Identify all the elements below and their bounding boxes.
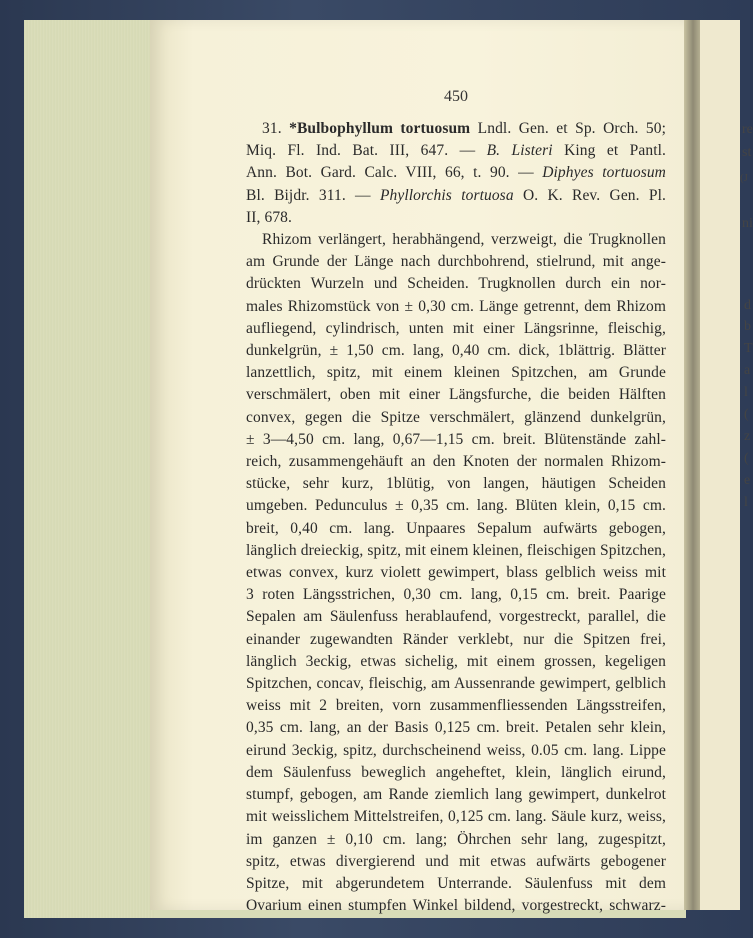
facing-page-fragment: d — [744, 298, 751, 313]
body-line: Spitze, mit abgerundetem Unterrande. Säulenfuss mit dem — [246, 874, 666, 892]
body-line: males Rhizomstück von ± 0,30 cm. Länge getrennt, dem Rhizom — [246, 297, 666, 315]
body-line: länglich 3eckig, etwas sichelig, mit einem grossen, kegeligen — [246, 652, 666, 670]
body-line: Ovarium einen stumpfen Winkel bildend, vorgestreckt, schwarz- — [246, 897, 666, 915]
facing-page-fragment: a — [744, 363, 751, 378]
citation-line — [246, 207, 666, 229]
page-number: 450 — [444, 88, 468, 105]
body-line: länglich dreieckig, spitz, mit einem kleinen, fleischigen Spitzchen, — [246, 541, 666, 559]
body-line: etwas convex, kurz violett gewimpert, blass gelblich weiss mit — [246, 564, 666, 582]
body-line: stücke, sehr kurz, 1blütig, von langen, häutigen Scheiden — [246, 475, 666, 493]
body-line: convex, gegen die Spitze verschmälert, glänzend dunkelgrün, — [246, 408, 666, 426]
citation-text: Miq. Fl. Ind. Bat. III, 647. — — [246, 142, 487, 160]
citation-text: Lndl. Gen. et Sp. Orch. 50; — [477, 120, 667, 137]
entry-number: 31. — [262, 120, 282, 137]
body-line: aufliegend, cylindrisch, unten mit einer Längsrinne, fleischig, — [246, 319, 666, 337]
body-line: 0,35 cm. lang, an der Basis 0,125 cm. breit. Petalen sehr klein, — [246, 719, 666, 737]
entry-heading-line — [246, 118, 666, 140]
entry-text — [246, 118, 666, 917]
page-edges — [24, 20, 154, 918]
body-line: dem Säulenfuss beweglich angeheftet, klein, länglich eirund, — [246, 763, 666, 781]
body-line: weiss mit 2 breiten, vorn zusammenfliessenden Längsstreifen, — [246, 697, 666, 715]
citation-line — [246, 185, 666, 207]
body-line: Sepalen am Säulenfuss herablaufend, vorgestreckt, parallel, die — [246, 608, 666, 626]
body-line: 3 roten Längsstrichen, 0,30 cm. lang, 0,15 cm. breit. Paarige — [246, 586, 666, 604]
body-line: am Grunde der Länge nach durchbohrend, stielrund, mit ange- — [246, 253, 666, 271]
facing-page-fragment: st — [742, 145, 752, 160]
citation-text: O. K. Rev. Gen. Pl. — [513, 186, 666, 204]
body-line: ± 3—4,50 cm. lang, 0,67—1,15 cm. breit. Blütenstände zahl- — [246, 430, 666, 448]
facing-page-fragment: b — [744, 319, 751, 334]
synonym-name: Diphyes tortuosum — [542, 164, 666, 182]
facing-page-fragment: ( — [744, 407, 749, 422]
facing-page-fragment: l — [744, 385, 748, 400]
body-line: verschmälert, oben mit einer Längsfurche, die beiden Hälften — [246, 386, 666, 404]
body-line: umgeben. Pedunculus ± 0,35 cm. lang. Blüten klein, 0,15 cm. — [246, 497, 666, 515]
citation-text: Ann. Bot. Gard. Calc. VIII, 66, t. 90. — — [246, 164, 543, 182]
body-line: mit weisslichem Mittelstreifen, 0,125 cm. lang. Säule kurz, weiss, — [246, 808, 666, 826]
body-line: reich, zusammengehäuft an den Knoten der normalen Rhizom- — [246, 453, 666, 471]
citation-line — [246, 140, 666, 162]
body-line: drückten Wurzeln und Scheiden. Trugknollen durch ein nor- — [246, 275, 666, 293]
facing-page-fragment: T — [744, 341, 753, 356]
body-line: eirund 3eckig, spitz, durchscheinend weiss, 0.05 cm. lang. Lippe — [246, 741, 666, 759]
species-name: *Bulbophyllum tortuosum — [289, 120, 471, 137]
facing-page — [700, 20, 753, 910]
facing-page-fragment: e — [744, 473, 751, 488]
facing-page-fragment: z — [744, 429, 751, 444]
body-line: einander zugewandten Ränder verklebt, nur die Spitzen frei, — [246, 630, 666, 648]
facing-page-fragment: re — [742, 122, 753, 137]
citation-text: II, 678. — [246, 208, 292, 226]
citation-line — [246, 162, 666, 184]
body-line: im ganzen ± 0,10 cm. lang; Öhrchen sehr lang, zugespitzt, — [246, 830, 666, 848]
citation-text: King et Pantl. — [552, 142, 666, 160]
synonym-name: B. Listeri — [486, 142, 553, 160]
facing-page-fragment: (J — [740, 172, 748, 184]
body-line: breit, 0,40 cm. lang. Unpaares Sepalum aufwärts gebogen, — [246, 519, 666, 537]
citation-text: Bl. Bijdr. 311. — — [246, 186, 380, 204]
body-line: Rhizom verlängert, herabhängend, verzweigt, die Trugknollen — [262, 231, 666, 249]
body-line: dunkelgrün, ± 1,50 cm. lang, 0,40 cm. dick, 1blättrig. Blätter — [246, 342, 666, 360]
body-line: lanzettlich, spitz, mit einem kleinen Spitzchen, am Grunde — [246, 364, 666, 382]
facing-page-fragment: ni — [742, 216, 753, 231]
facing-page-fragment: l — [744, 495, 748, 510]
body-line: Spitzchen, concav, fleischig, am Aussenrande gewimpert, gelblich — [246, 675, 666, 693]
synonym-name: Phyllorchis tortuosa — [379, 186, 514, 204]
body-line: spitz, etwas divergierend und mit etwas aufwärts gebogener — [246, 852, 666, 870]
body-line: stumpf, gebogen, am Rande ziemlich lang gewimpert, dunkelrot — [246, 786, 666, 804]
facing-page-fragment: ( — [744, 451, 749, 466]
